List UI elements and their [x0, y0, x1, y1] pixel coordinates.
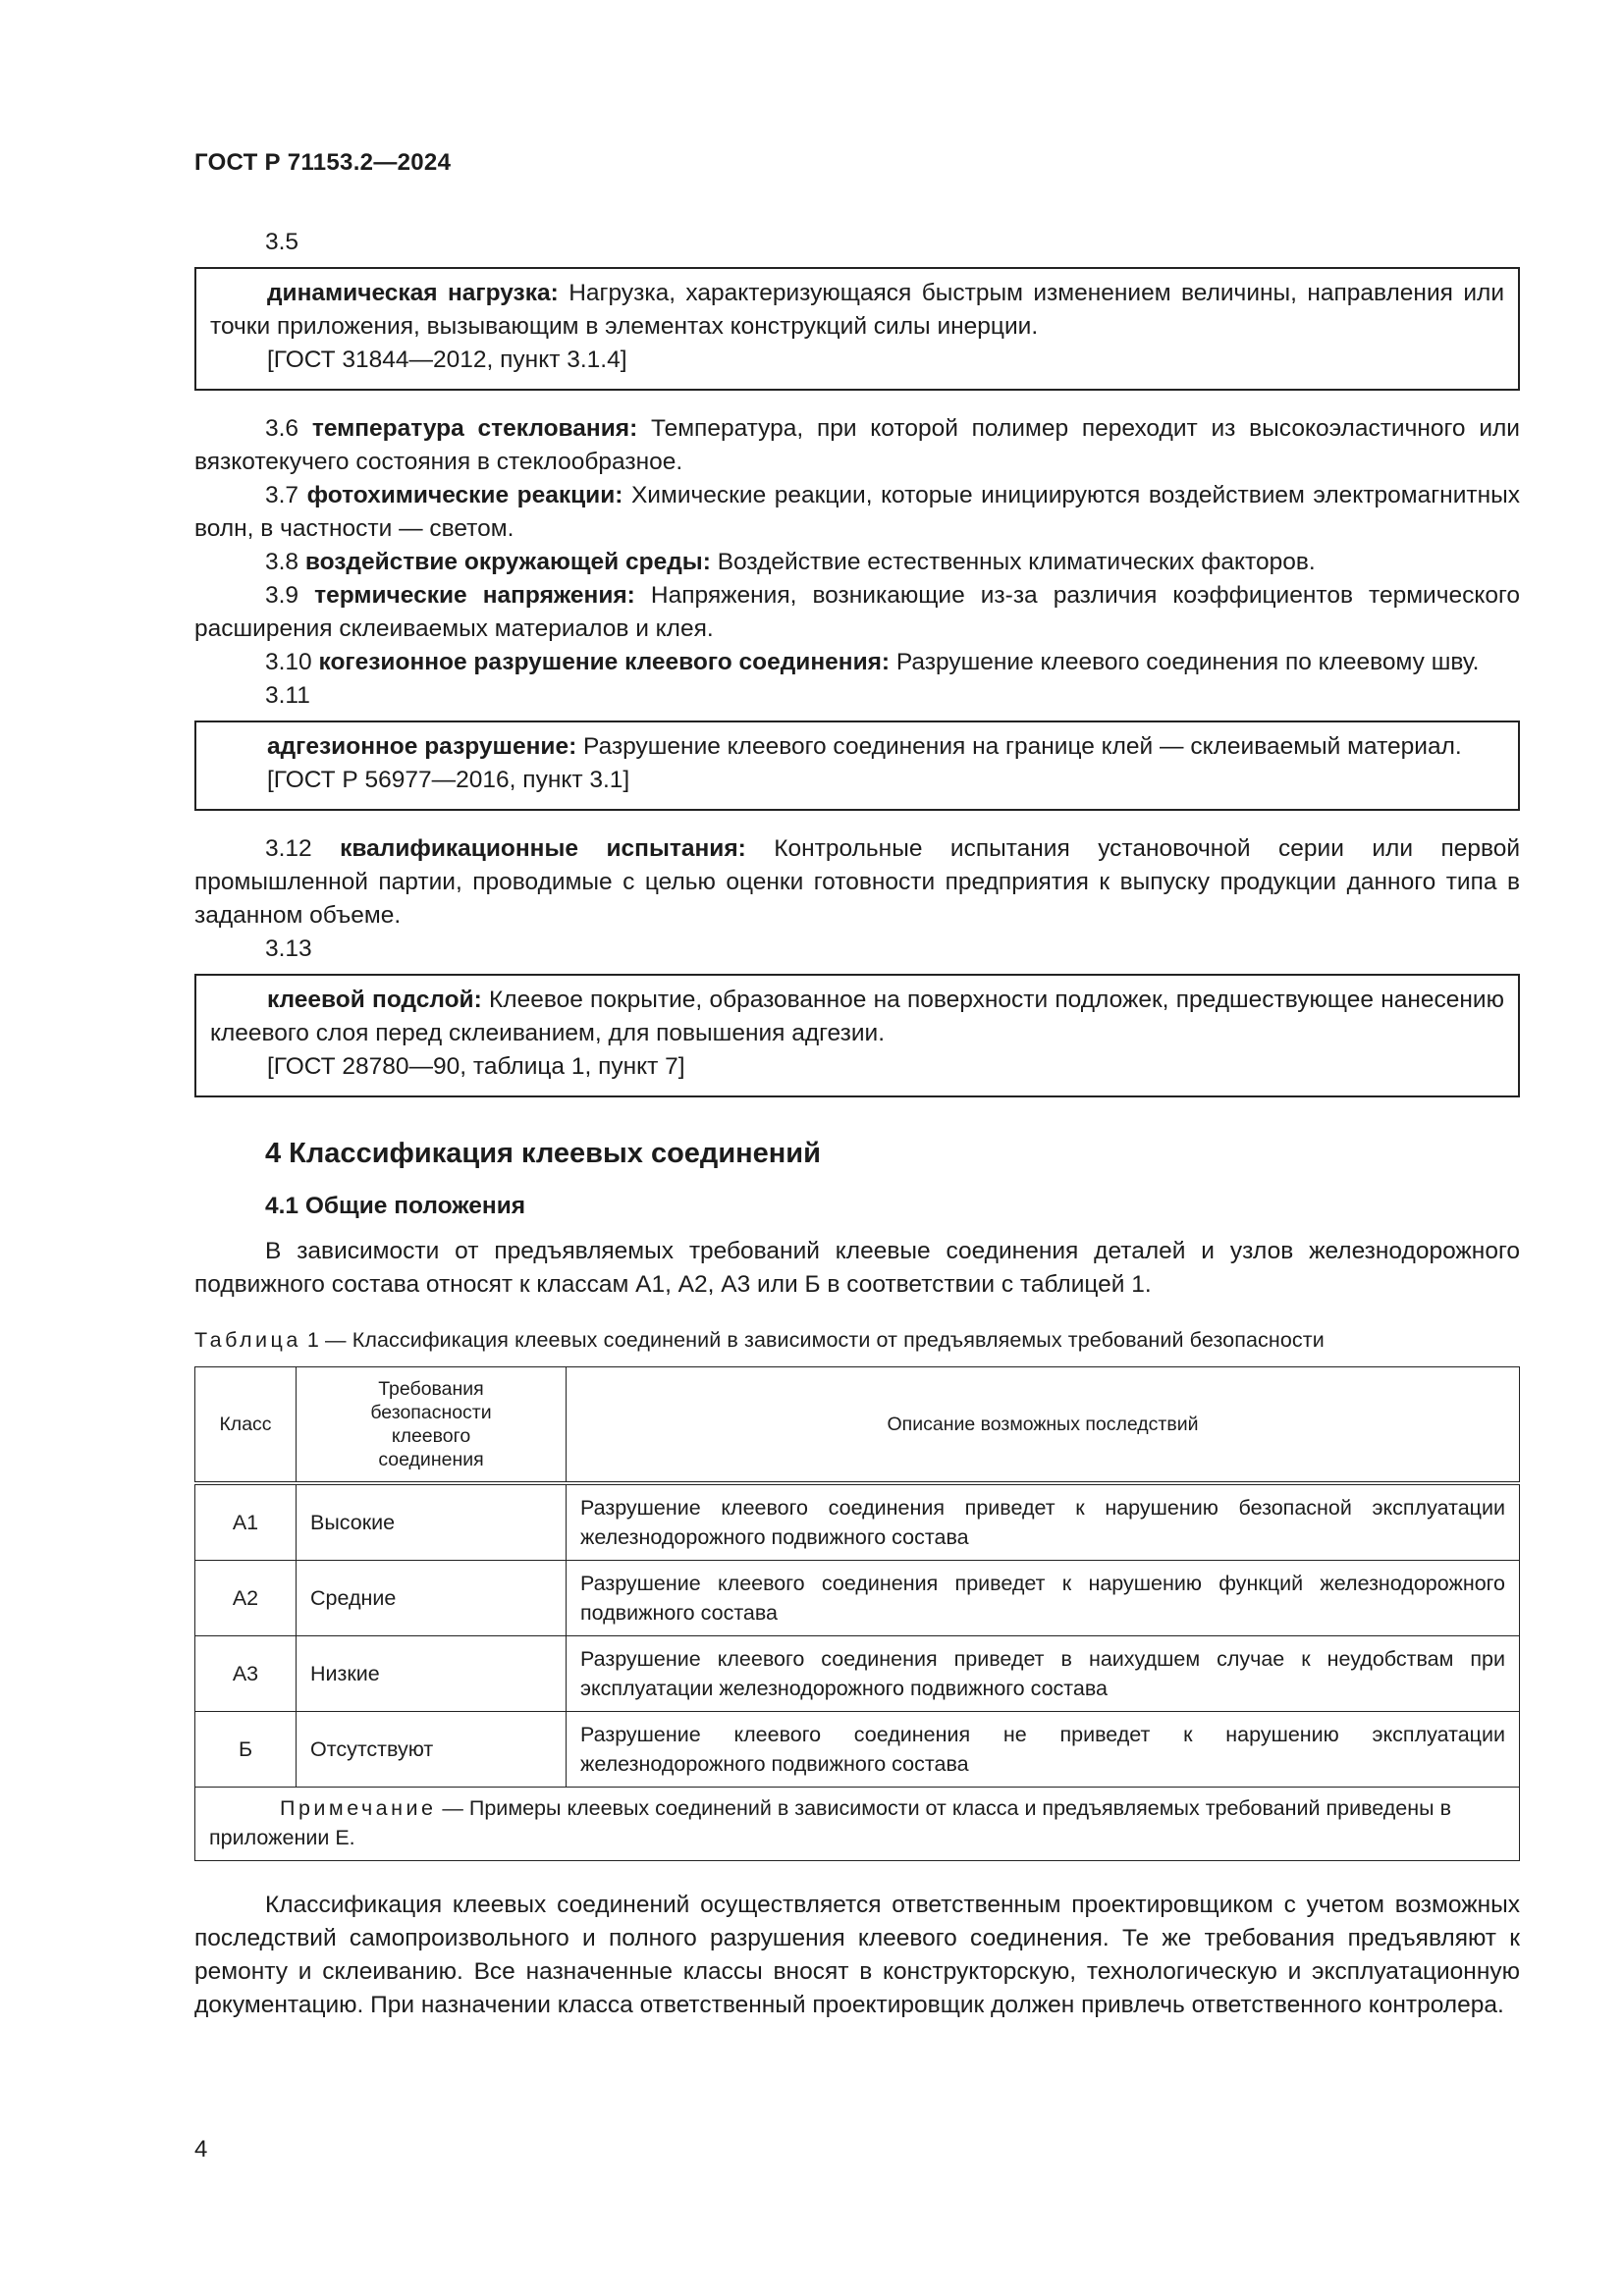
term-number: 3.12 — [265, 835, 312, 862]
table-header-class: Класс — [195, 1367, 297, 1484]
term-number: 3.9 — [265, 582, 299, 609]
table-caption-text: 1 — Классификация клеевых соединений в зависимости от предъявляемых требований безопасности — [300, 1328, 1325, 1352]
table-cell-class: А3 — [195, 1636, 297, 1712]
term-name: квалификационные испытания: — [340, 835, 746, 862]
classification-table — [194, 1366, 1520, 1861]
table-cell-requirement: Отсутствуют — [297, 1712, 567, 1788]
table-cell-class: Б — [195, 1712, 297, 1788]
term-definition: Температура, при которой полимер переходит из высокоэластичного или вязкотекучего состояния в стеклообразное. — [194, 415, 1520, 475]
table-cell-requirement: Низкие — [297, 1636, 567, 1712]
term-definition: Нагрузка, характеризующаяся быстрым изменением величины, направления или точки приложения, вызывающим в элементах конструкций силы инерции. — [210, 280, 1504, 340]
table-cell-description: Разрушение клеевого соединения не приведет к нарушению эксплуатации железнодорожного подвижного состава — [567, 1712, 1520, 1788]
term-number: 3.10 — [265, 649, 312, 675]
section-paragraph: Классификация клеевых соединений осуществляется ответственным проектировщиком с учетом возможных последствий самопроизвольного и полного разрушения клеевого соединения. Те же требования предъявляют к ремонту и склеиванию. Все назначенные классы вносят в конструкторскую, технологическую и эксплуатационную документацию. При назначении класса ответственный проектировщик должен привлечь ответственного контролера. — [194, 1892, 1520, 2018]
term-definition: Воздействие естественных климатических факторов. — [710, 549, 1316, 575]
term-definition: Разрушение клеевого соединения по клеевому шву. — [890, 649, 1480, 675]
table-note-text: — Примеры клеевых соединений в зависимости от класса и предъявляемых требований приведены в приложении Е. — [209, 1796, 1451, 1849]
term-number: 3.7 — [265, 482, 299, 508]
table-note-word: Примечание — [280, 1796, 437, 1820]
term-paragraph-3-12 — [194, 832, 1520, 933]
table-cell-description: Разрушение клеевого соединения приведет к нарушению безопасной эксплуатации железнодорожного подвижного состава — [567, 1483, 1520, 1561]
term-name: фотохимические реакции: — [306, 482, 623, 508]
term-number: 3.8 — [265, 549, 299, 575]
table-row — [195, 1561, 1520, 1636]
term-definition: Химические реакции, которые инициируются воздействием электромагнитных волн, в частности — светом. — [194, 482, 1520, 542]
table-cell-requirement: Высокие — [297, 1483, 567, 1561]
term-box-3-5 — [194, 267, 1520, 391]
term-paragraph-3-6 — [194, 412, 1520, 479]
table-row — [195, 1483, 1520, 1561]
table-cell-requirement: Средние — [297, 1561, 567, 1636]
table-cell-description: Разрушение клеевого соединения приведет к нарушению функций железнодорожного подвижного состава — [567, 1561, 1520, 1636]
table-cell-description: Разрушение клеевого соединения приведет в наихудшем случае к неудобствам при эксплуатации железнодорожного подвижного состава — [567, 1636, 1520, 1712]
term-number: 3.13 — [265, 935, 312, 962]
table-header-description: Описание возможных последствий — [567, 1367, 1520, 1484]
table-cell-class: А2 — [195, 1561, 297, 1636]
table-note — [195, 1788, 1520, 1861]
table-caption-word: Таблица — [194, 1328, 301, 1352]
term-number: 3.5 — [265, 229, 299, 255]
document-content — [194, 226, 1520, 2022]
term-paragraph-3-8 — [194, 546, 1520, 579]
term-reference: [ГОСТ 28780—90, таблица 1, пункт 7] — [267, 1053, 685, 1080]
section-heading: 4 Классификация клеевых соединений — [265, 1138, 821, 1169]
term-definition: Клеевое покрытие, образованное на поверхности подложек, предшествующее нанесению клеевого слоя перед склеиванием, для повышения адгезии. — [210, 987, 1504, 1046]
section-paragraph: В зависимости от предъявляемых требований клеевые соединения деталей и узлов железнодорожного подвижного состава относят к классам А1, А2, А3 или Б в соответствии с таблицей 1. — [194, 1238, 1520, 1298]
term-paragraph — [210, 730, 1504, 764]
term-definition: Разрушение клеевого соединения на границе клей — склеиваемый материал. — [576, 733, 1462, 760]
term-name: когезионное разрушение клеевого соединения: — [318, 649, 891, 675]
term-number: 3.11 — [265, 682, 310, 709]
term-paragraph — [210, 984, 1504, 1050]
table-cell-class: А1 — [195, 1483, 297, 1561]
term-name: динамическая нагрузка: — [267, 280, 559, 306]
term-paragraph-3-9 — [194, 579, 1520, 646]
term-reference: [ГОСТ 31844—2012, пункт 3.1.4] — [267, 347, 627, 373]
term-name: клеевой подслой: — [267, 987, 482, 1013]
table-caption — [194, 1323, 1520, 1357]
page-number: 4 — [194, 2136, 208, 2163]
term-paragraph-3-7 — [194, 479, 1520, 546]
term-reference: [ГОСТ Р 56977—2016, пункт 3.1] — [267, 767, 630, 793]
term-box-3-13 — [194, 974, 1520, 1097]
document-code-header: ГОСТ Р 71153.2—2024 — [194, 149, 452, 176]
term-name: воздействие окружающей среды: — [304, 549, 711, 575]
table-row — [195, 1712, 1520, 1788]
term-name: температура стеклования: — [311, 415, 638, 442]
term-paragraph — [210, 277, 1504, 344]
table-note-row — [195, 1788, 1520, 1861]
table-header-row — [195, 1367, 1520, 1484]
subsection-heading: 4.1 Общие положения — [265, 1193, 526, 1219]
table-row — [195, 1636, 1520, 1712]
table-header-requirements-text: Требования безопасности клеевого соединения — [370, 1378, 492, 1470]
term-box-3-11 — [194, 721, 1520, 811]
term-name: адгезионное разрушение: — [267, 733, 577, 760]
table-header-requirements — [297, 1367, 567, 1484]
term-definition: Напряжения, возникающие из-за различия коэффициентов термического расширения склеиваемых материалов и клея. — [194, 582, 1521, 642]
term-definition: Контрольные испытания установочной серии или первой промышленной партии, проводимые с целью оценки готовности предприятия к выпуску продукции данного типа в заданном объеме. — [194, 835, 1521, 929]
term-name: термические напряжения: — [314, 582, 635, 609]
term-number: 3.6 — [265, 415, 299, 442]
term-paragraph-3-10 — [194, 646, 1520, 679]
